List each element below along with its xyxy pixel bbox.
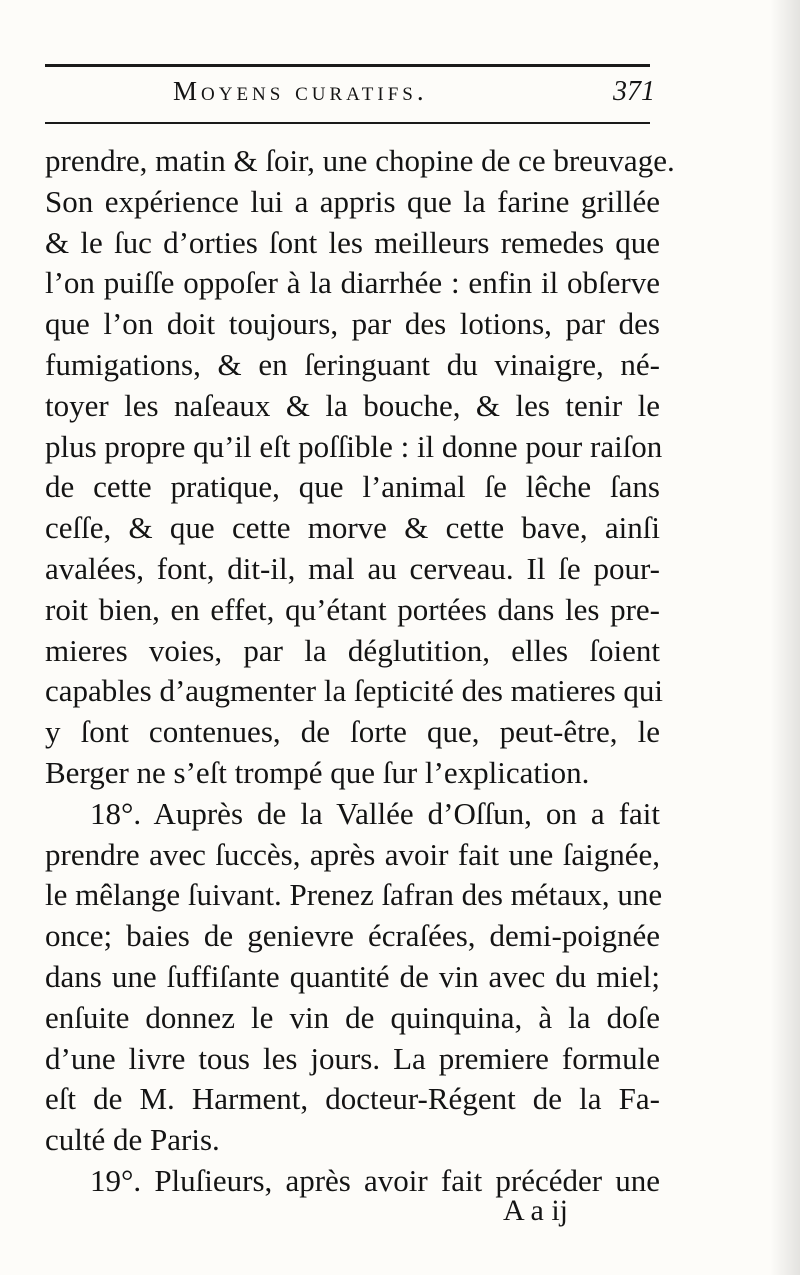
signature-mark: A a ij <box>503 1194 568 1227</box>
text-line: dans une ſuffiſante quantité de vin avec du miel; <box>45 958 660 994</box>
paragraph-start-line: 19°. Pluſieurs, après avoir fait précéder une <box>90 1162 660 1198</box>
text-line: ceſſe, & que cette morve & cette bave, ainſi <box>45 510 660 546</box>
text-line: fumigations, & en ſeringuant du vinaigre, né- <box>45 346 660 382</box>
text-line: l’on puiſſe oppoſer à la diarrhée : enfin il obſerve <box>45 265 660 301</box>
text-line: enſuite donnez le vin de quinquina, à la doſe <box>45 999 660 1035</box>
text-line: toyer les naſeaux & la bouche, & les tenir le <box>45 387 660 423</box>
paragraph-end-line: Berger ne s’eſt trompé que ſur l’explication. <box>45 754 590 790</box>
text-line: prendre, matin & ſoir, une chopine de ce breuvage. <box>45 143 675 178</box>
text-line: d’une livre tous les jours. La premiere formule <box>45 1040 660 1076</box>
paragraph-start-line: 18°. Auprès de la Vallée d’Oſſun, on a fait <box>90 795 660 831</box>
text-line: eſt de M. Harment, docteur-Régent de la Fa- <box>45 1081 660 1117</box>
text-line: plus propre qu’il eſt poſſible : il donne pour raiſon <box>45 428 663 464</box>
text-line: once; baies de genievre écraſées, demi-poignée <box>45 918 660 954</box>
text-line: avalées, font, dit-il, mal au cerveau. Il ſe pour- <box>45 550 660 586</box>
text-line: de cette pratique, que l’animal ſe lêche ſans <box>45 469 660 505</box>
text-line: le mêlange ſuivant. Prenez ſafran des métaux, une <box>45 877 663 913</box>
running-head <box>45 74 655 114</box>
text-line: roit bien, en effet, qu’étant portées dans les pre- <box>45 591 660 627</box>
page-number: 371 <box>613 76 655 107</box>
body-text <box>45 141 675 1202</box>
text-line: capables d’augmenter la ſepticité des matieres qui <box>45 673 664 709</box>
text-line: prendre avec ſuccès, après avoir fait une ſaignée, <box>45 836 660 872</box>
text-line: mieres voies, par la déglutition, elles ſoient <box>45 632 660 668</box>
page-edge-shadow <box>770 0 800 1275</box>
text-line: que l’on doit toujours, par des lotions, par des <box>45 306 660 342</box>
text-line: y ſont contenues, de ſorte que, peut-être, le <box>45 714 660 750</box>
running-title: Moyens curatifs. <box>173 76 428 106</box>
header-rule-bottom <box>45 122 650 124</box>
text-line: Son expérience lui a appris que la farine grillée <box>45 183 660 219</box>
paragraph-end-line: culté de Paris. <box>45 1122 220 1158</box>
text-line: & le ſuc d’orties ſont les meilleurs remedes que <box>45 224 660 260</box>
header-rule-top <box>45 64 650 67</box>
